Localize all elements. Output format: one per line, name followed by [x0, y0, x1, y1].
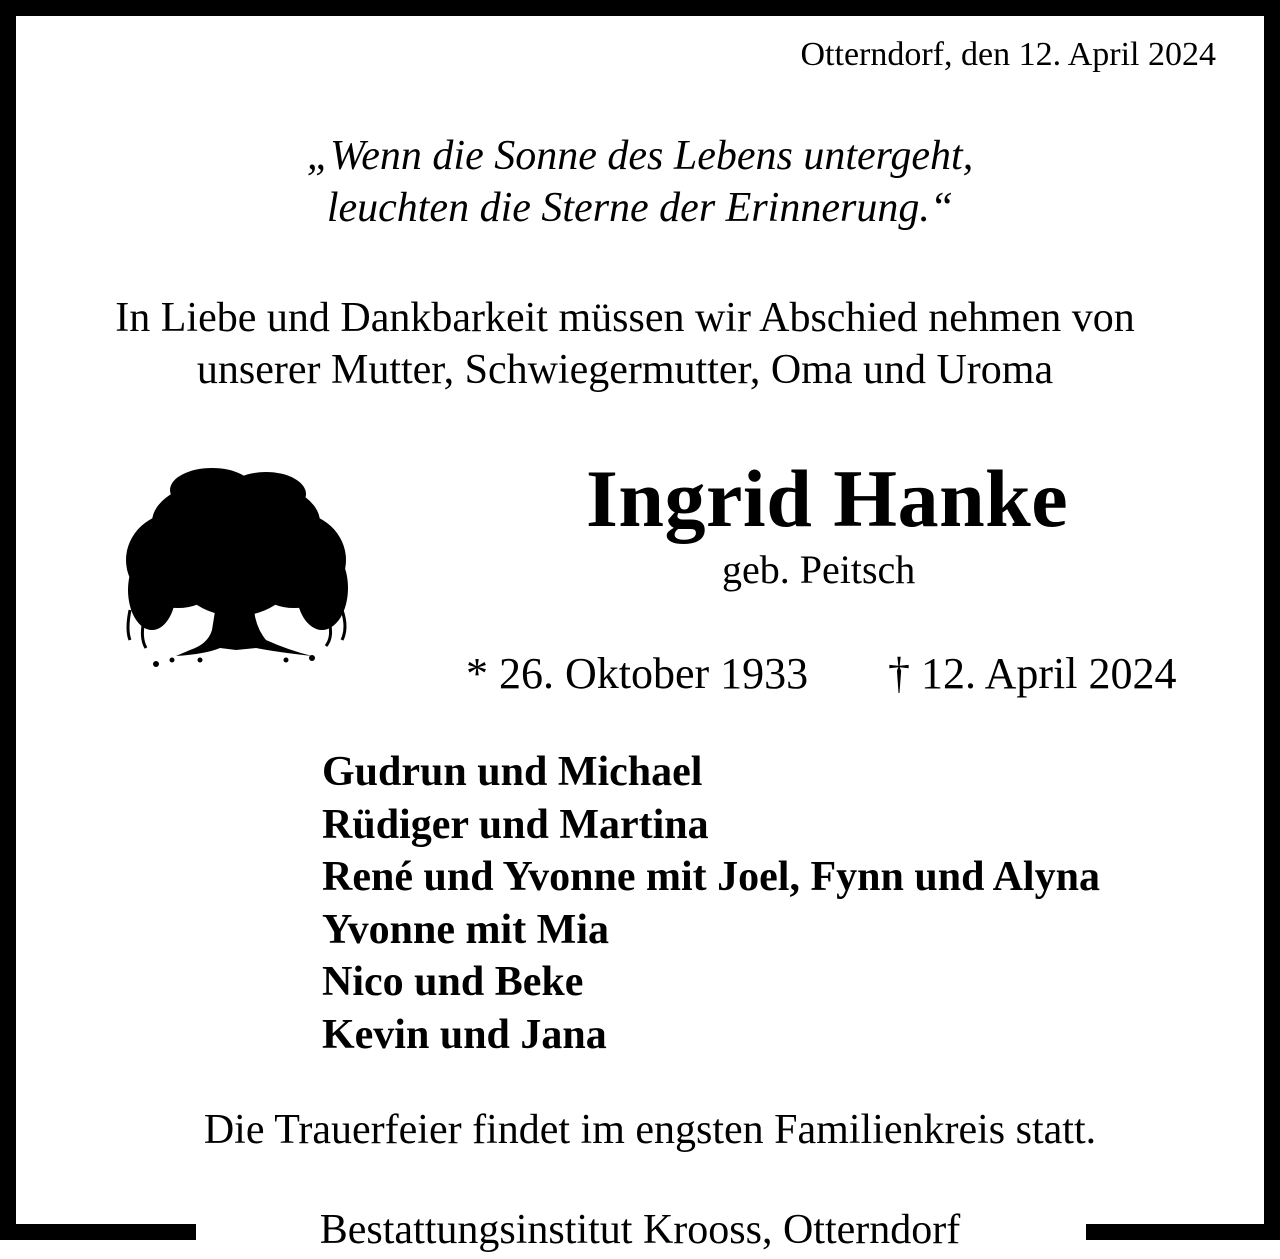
family-member: Nico und Beke — [322, 959, 584, 1005]
intro-line-1: In Liebe und Dankbarkeit müssen wir Abschied nehmen von — [115, 295, 1135, 341]
place-date: Otterndorf, den 12. April 2024 — [800, 36, 1216, 73]
willow-tree-icon — [116, 460, 356, 672]
maiden-name: geb. Peitsch — [722, 547, 916, 592]
undertaker: Bestattungsinstitut Krooss, Otterndorf — [319, 1207, 961, 1253]
family-member: Rüdiger und Martina — [322, 801, 709, 848]
birth-date: * 26. Oktober 1933 — [466, 649, 809, 698]
ceremony-note: Die Trauerfeier findet im engsten Familienkreis statt. — [203, 1107, 1097, 1153]
intro-text — [0, 292, 1250, 396]
quote-line-1: „Wenn die Sonne des Lebens untergeht, — [306, 133, 974, 179]
family-member: René und Yvonne mit Joel, Fynn und Alyna — [322, 854, 1100, 900]
family-member: Yvonne mit Mia — [322, 906, 609, 953]
deceased-name: Ingrid Hanke — [586, 453, 1069, 544]
border-top — [0, 0, 1280, 16]
family-member: Kevin und Jana — [322, 1011, 607, 1058]
family-member: Gudrun und Michael — [322, 749, 703, 795]
family-list — [322, 746, 1100, 1061]
quote-line-2: leuchten die Sterne der Erinnerung.“ — [326, 185, 954, 231]
intro-line-2: unserer Mutter, Schwiegermutter, Oma und Uroma — [196, 347, 1054, 393]
death-date: † 12. April 2024 — [888, 649, 1177, 698]
quote — [0, 130, 1280, 234]
